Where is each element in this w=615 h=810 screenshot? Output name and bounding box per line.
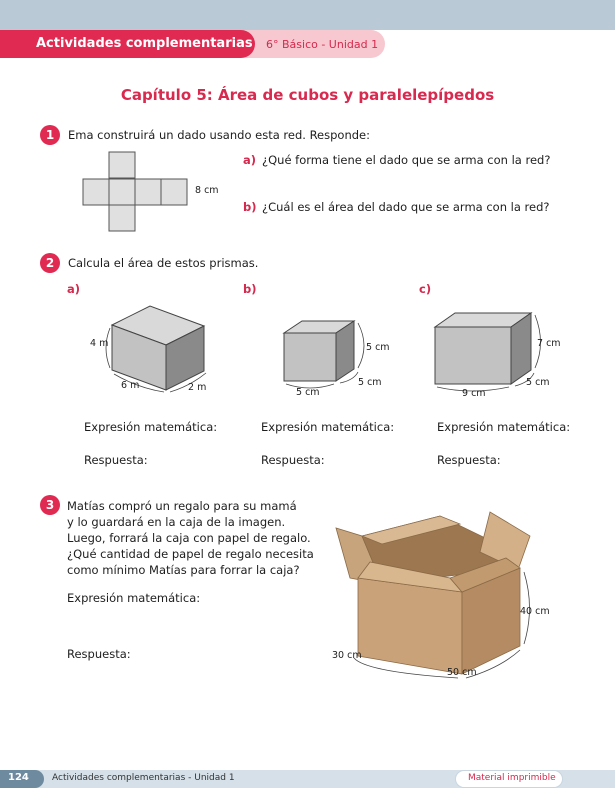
net-dimension-label: 8 cm: [195, 185, 219, 196]
prism-a-height: 4 m: [90, 338, 109, 349]
prism-b-length: 5 cm: [296, 387, 320, 398]
question-3-number: 3: [40, 495, 60, 515]
prism-c-front: [435, 327, 511, 384]
question-1b-label: b): [243, 200, 257, 214]
question-1-prompt: Ema construirá un dado usando esta red. Responde:: [68, 128, 370, 142]
net-face: [109, 179, 135, 205]
prism-b-depth: 5 cm: [358, 377, 382, 388]
box-length-label: 50 cm: [447, 667, 477, 678]
page-number: 124: [8, 772, 29, 783]
question-1b-text: ¿Cuál es el área del dado que se arma con la red?: [262, 200, 550, 214]
net-face: [109, 152, 135, 178]
question-3-line: y lo guardará en la caja de la imagen.: [67, 515, 286, 529]
prism-b-label: b): [243, 282, 257, 296]
prism-b-height: 5 cm: [366, 342, 390, 353]
prism-c-depth: 5 cm: [526, 377, 550, 388]
question-3-line: Matías compró un regalo para su mamá: [67, 499, 297, 513]
prism-b-expression-label: Expresión matemática:: [261, 420, 395, 434]
box-height-label: 40 cm: [520, 606, 550, 617]
footer-text: Actividades complementarias - Unidad 1: [52, 773, 235, 783]
net-face: [83, 179, 109, 205]
question-3-answer-label: Respuesta:: [67, 647, 131, 661]
header-subtitle: 6° Básico - Unidad 1: [266, 38, 379, 51]
net-face: [161, 179, 187, 205]
question-3-line: como mínimo Matías para forrar la caja?: [67, 563, 300, 577]
prism-c-height: 7 cm: [537, 338, 561, 349]
footer-pill-text: Material imprimible: [468, 773, 556, 783]
prism-a-depth: 2 m: [188, 382, 207, 393]
question-3-expression-label: Expresión matemática:: [67, 591, 201, 605]
prism-b-answer-label: Respuesta:: [261, 453, 325, 467]
top-band: [0, 0, 615, 30]
question-3-line: ¿Qué cantidad de papel de regalo necesita: [67, 547, 314, 561]
header-title: Actividades complementarias: [36, 36, 253, 51]
question-1a-label: a): [243, 153, 257, 167]
prism-a-answer-label: Respuesta:: [84, 453, 148, 467]
prism-c-answer-label: Respuesta:: [437, 453, 501, 467]
net-face: [109, 205, 135, 231]
box-front: [358, 578, 462, 674]
question-1a-text: ¿Qué forma tiene el dado que se arma con la red?: [262, 153, 551, 167]
question-1-number: 1: [40, 125, 60, 145]
prism-c-length: 9 cm: [462, 388, 486, 399]
prism-c-label: c): [419, 282, 432, 296]
net-face: [135, 179, 161, 205]
prism-b-front: [284, 333, 336, 381]
prism-a-length: 6 m: [121, 380, 140, 391]
question-3-line: Luego, forrará la caja con papel de regalo.: [67, 531, 311, 545]
prism-a-label: a): [67, 282, 81, 296]
chapter-title: Capítulo 5: Área de cubos y paralelepípedos: [120, 86, 495, 104]
prism-a-expression-label: Expresión matemática:: [84, 420, 218, 434]
box-depth-label: 30 cm: [332, 650, 362, 661]
cube-net-figure: [82, 152, 192, 234]
prism-c-expression-label: Expresión matemática:: [437, 420, 571, 434]
question-2-number: 2: [40, 253, 60, 273]
question-2-prompt: Calcula el área de estos prismas.: [68, 256, 259, 270]
